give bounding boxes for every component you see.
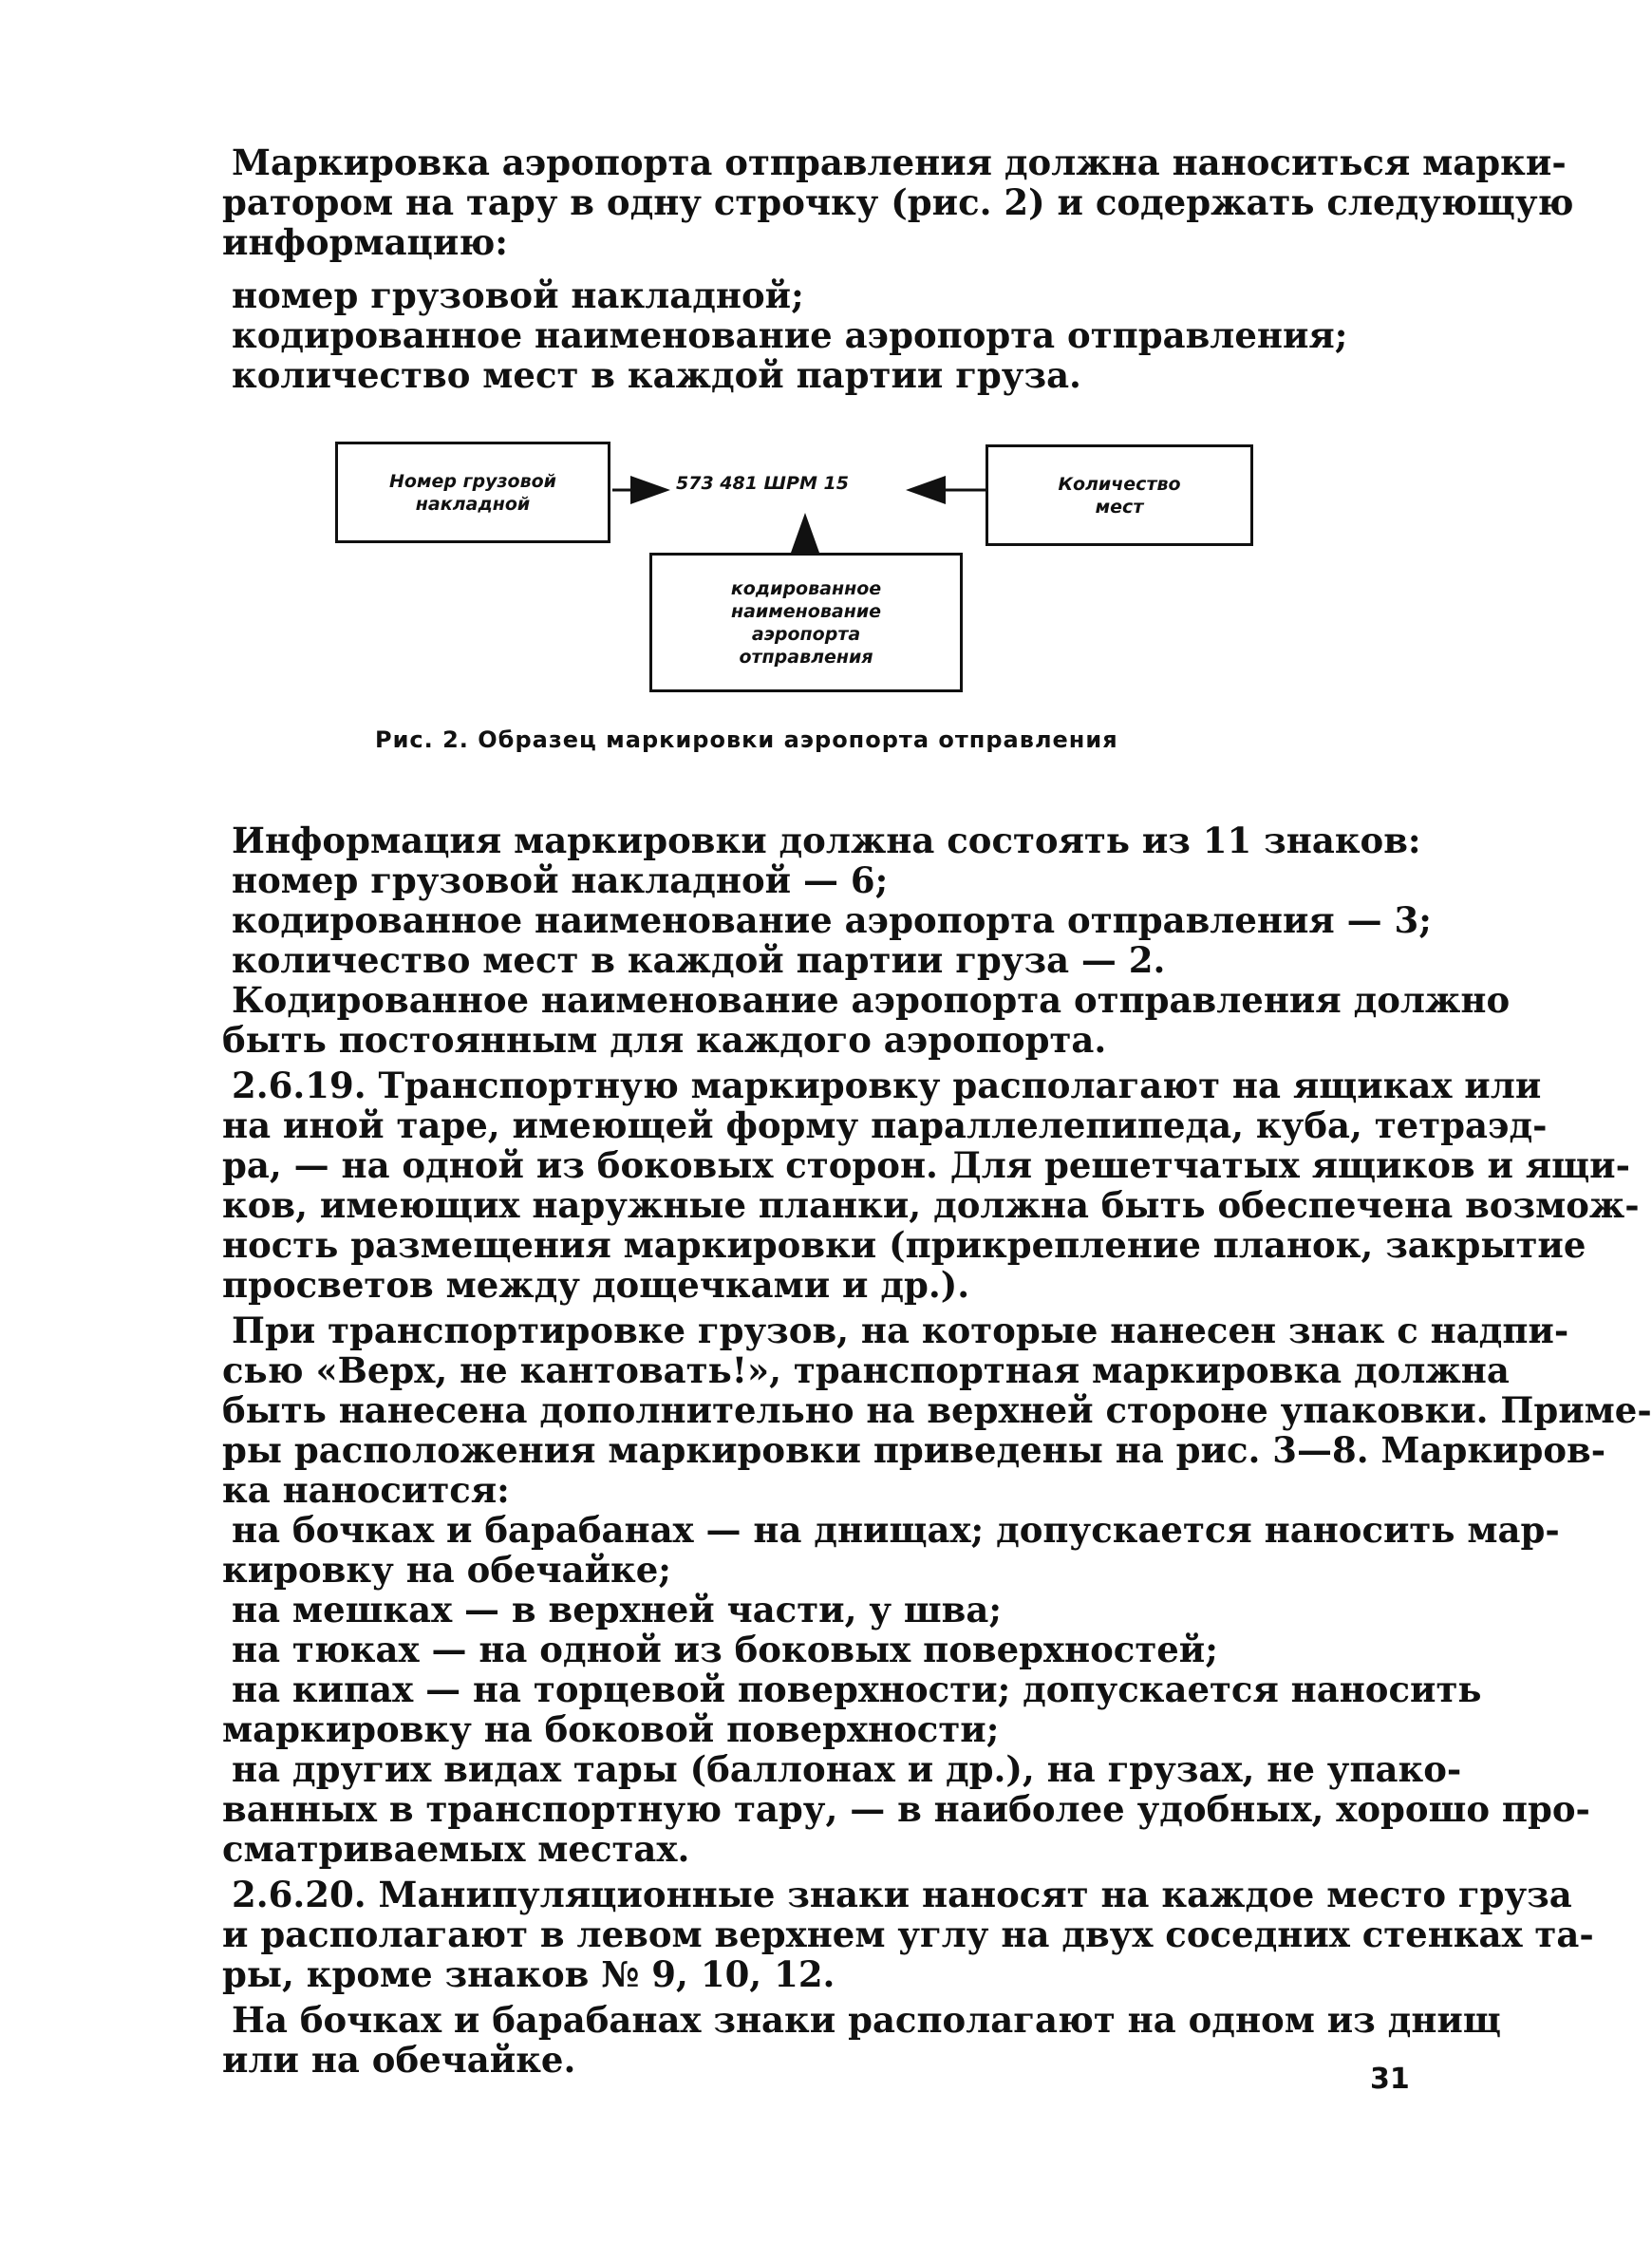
text-line: быть постоянным для каждого аэропорта. bbox=[222, 1019, 1107, 1061]
text-line: на иной таре, имеющей форму параллелепипеда, куба, тетраэд- bbox=[222, 1104, 1548, 1146]
intro-line: ратором на тару в одну строчку (рис. 2) и содержать следующую bbox=[222, 181, 1574, 223]
text-line: кодированное наименование аэропорта отправления — 3; bbox=[232, 899, 1432, 941]
box-text: наименование bbox=[730, 600, 882, 622]
page-number: 31 bbox=[1370, 2063, 1410, 2096]
text-line: ры расположения маркировки приведены на рис. 3—8. Маркиров- bbox=[222, 1429, 1606, 1471]
body-text bbox=[222, 820, 1652, 2081]
text-line: На бочках и барабанах знаки располагают на одном из днищ bbox=[232, 1999, 1501, 2041]
box-places-count bbox=[986, 444, 1253, 546]
text-line: и располагают в левом верхнем углу на двух соседних стенках та- bbox=[222, 1913, 1594, 1955]
list-item: кодированное наименование аэропорта отправления; bbox=[232, 314, 1348, 356]
intro-line: информацию: bbox=[222, 221, 508, 263]
text-line: просветов между дощечками и др.). bbox=[222, 1264, 970, 1306]
text-line: сматриваемых местах. bbox=[222, 1828, 690, 1870]
text-line: ры, кроме знаков № 9, 10, 12. bbox=[222, 1953, 835, 1995]
text-line: или на обечайке. bbox=[222, 2039, 576, 2081]
text-line: 2.6.19. Транспортную маркировку располагают на ящиках или bbox=[232, 1065, 1542, 1106]
box-airport-code bbox=[649, 553, 963, 692]
text-line: ванных в транспортную тару, — в наиболее удобных, хорошо про- bbox=[222, 1788, 1590, 1830]
text-line: Информация маркировки должна состоять из 11 знаков: bbox=[232, 820, 1421, 861]
box-text: Количество bbox=[1058, 473, 1181, 495]
text-line: ность размещения маркировки (прикрепление планок, закрытие bbox=[222, 1224, 1586, 1266]
sample-marking-code: 573 481 ШРМ 15 bbox=[676, 473, 849, 494]
box-text: кодированное bbox=[730, 577, 882, 599]
text-line: При транспортировке грузов, на которые нанесен знак с надпи- bbox=[232, 1310, 1569, 1351]
box-text: накладной bbox=[415, 493, 531, 515]
text-line: на кипах — на торцевой поверхности; допускается наносить bbox=[232, 1668, 1482, 1710]
text-line: быть нанесена дополнительно на верхней стороне упаковки. Приме- bbox=[222, 1389, 1652, 1431]
list-item: номер грузовой накладной; bbox=[232, 274, 804, 316]
box-text: Номер грузовой bbox=[389, 470, 556, 492]
box-waybill-number bbox=[335, 442, 610, 543]
text-line: номер грузовой накладной — 6; bbox=[232, 859, 889, 901]
text-line: 2.6.20. Манипуляционные знаки наносят на каждое место груза bbox=[232, 1874, 1572, 1915]
text-line: ков, имеющих наружные планки, должна быть обеспечена возмож- bbox=[222, 1184, 1640, 1226]
marking-diagram bbox=[332, 435, 1263, 691]
text-line: кировку на обечайке; bbox=[222, 1549, 671, 1591]
box-text: отправления bbox=[739, 646, 873, 668]
box-text: мест bbox=[1095, 496, 1144, 518]
text-line: количество мест в каждой партии груза — 2. bbox=[232, 939, 1166, 981]
text-line: на других видах тары (баллонах и др.), на грузах, не упако- bbox=[232, 1748, 1462, 1790]
text-line: маркировку на боковой поверхности; bbox=[222, 1708, 1000, 1750]
figure-caption: Рис. 2. Образец маркировки аэропорта отправления bbox=[375, 726, 1118, 753]
text-line: Кодированное наименование аэропорта отправления должно bbox=[232, 979, 1511, 1021]
intro-list bbox=[232, 275, 1347, 395]
text-line: на бочках и барабанах — на днищах; допускается наносить мар- bbox=[232, 1509, 1560, 1551]
list-item: количество мест в каждой партии груза. bbox=[232, 354, 1081, 396]
text-line: на тюках — на одной из боковых поверхностей; bbox=[232, 1629, 1218, 1670]
intro-line: Маркировка аэропорта отправления должна наноситься марки- bbox=[232, 141, 1567, 183]
box-text: аэропорта bbox=[751, 623, 861, 645]
text-line: ра, — на одной из боковых сторон. Для решетчатых ящиков и ящи- bbox=[222, 1144, 1630, 1186]
text-line: ка наносится: bbox=[222, 1469, 510, 1511]
text-line: на мешках — в верхней части, у шва; bbox=[232, 1589, 1003, 1630]
intro-paragraph bbox=[222, 141, 1574, 263]
text-line: сью «Верх, не кантовать!», транспортная маркировка должна bbox=[222, 1349, 1510, 1391]
